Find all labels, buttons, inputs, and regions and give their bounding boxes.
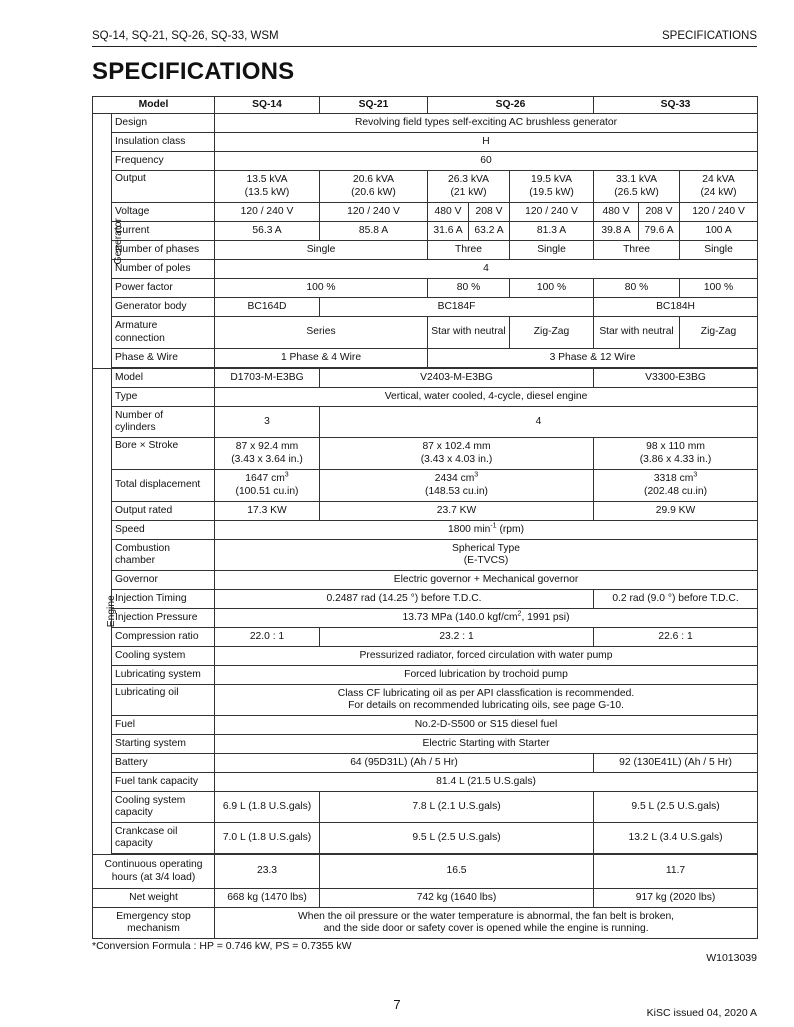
cell-net-weight: 917 kg (2020 lbs) — [594, 889, 758, 908]
cell-compression: 22.6 : 1 — [594, 628, 758, 647]
cell-current: 56.3 A — [215, 222, 320, 241]
cell-output: 26.3 kVA (21 kW) — [428, 171, 510, 203]
table-row — [93, 438, 758, 470]
specifications-table — [92, 96, 758, 939]
table-row — [93, 889, 758, 908]
row-label-bore: Bore × Stroke — [112, 438, 215, 470]
cell-current: 81.3 A — [510, 222, 594, 241]
row-label-power-factor: Power factor — [112, 279, 215, 298]
row-label-starting: Starting system — [112, 735, 215, 754]
cell-current: 100 A — [680, 222, 758, 241]
cell-power-factor: 80 % — [594, 279, 680, 298]
cell-cooling-capacity: 7.8 L (2.1 U.S.gals) — [320, 792, 594, 823]
table-row — [93, 241, 758, 260]
cell-voltage: 480 V — [428, 203, 469, 222]
cell-output: 19.5 kVA (19.5 kW) — [510, 171, 594, 203]
table-row — [93, 407, 758, 438]
row-label-continuous: Continuous operating hours (at 3/4 load) — [93, 855, 215, 889]
table-header-row — [93, 97, 758, 114]
section-label-generator: Generator — [93, 114, 112, 369]
cell-current: 85.8 A — [320, 222, 428, 241]
cell-voltage: 120 / 240 V — [215, 203, 320, 222]
cell-armature: Star with neutral — [428, 317, 510, 349]
cell-insulation: H — [215, 133, 758, 152]
table-row — [93, 502, 758, 521]
table-row — [93, 647, 758, 666]
row-label-output-rated: Output rated — [112, 502, 215, 521]
table-row — [93, 298, 758, 317]
cell-starting: Electric Starting with Starter — [215, 735, 758, 754]
row-label-engine-model: Model — [112, 369, 215, 388]
row-label-speed: Speed — [112, 521, 215, 540]
cell-bore: 87 x 102.4 mm (3.43 x 4.03 in.) — [320, 438, 594, 470]
row-label-type: Type — [112, 388, 215, 407]
cell-current: 63.2 A — [469, 222, 510, 241]
cell-continuous: 16.5 — [320, 855, 594, 889]
cell-phases: Three — [428, 241, 510, 260]
cell-lubricating-oil: Class CF lubricating oil as per API classfication is recommended. For details on recommended lubricating oils, see page G-10. — [215, 685, 758, 716]
row-label-cylinders: Number of cylinders — [112, 407, 215, 438]
cell-speed: 1800 $\min^{-1} (rpm)$ — [215, 521, 758, 540]
page-title: SPECIFICATIONS — [92, 58, 295, 85]
row-label-insulation: Insulation class — [112, 133, 215, 152]
cell-current: 31.6 A — [428, 222, 469, 241]
row-label-injection-pressure: Injection Pressure — [112, 609, 215, 628]
row-label-compression: Compression ratio — [112, 628, 215, 647]
cell-phases: Single — [510, 241, 594, 260]
header-section-title: SPECIFICATIONS — [662, 30, 757, 42]
table-row — [93, 349, 758, 368]
row-label-current: Current — [112, 222, 215, 241]
cell-displacement: 1647 $cm^3$ (100.51 cu.in) — [215, 470, 320, 502]
table-row — [93, 735, 758, 754]
table-row — [93, 754, 758, 773]
table-row — [93, 260, 758, 279]
cell-compression: 23.2 : 1 — [320, 628, 594, 647]
cell-phase-wire: 3 Phase & 12 Wire — [428, 349, 758, 368]
cell-output: 13.5 kVA (13.5 kW) — [215, 171, 320, 203]
cell-battery: 92 (130E41L) (Ah / 5 Hr) — [594, 754, 758, 773]
cell-injection-timing: 0.2487 rad (14.25 °) before T.D.C. — [215, 590, 594, 609]
cell-voltage: 120 / 240 V — [680, 203, 758, 222]
cell-phases: Single — [215, 241, 428, 260]
cell-voltage: 120 / 240 V — [320, 203, 428, 222]
cell-net-weight: 742 kg (1640 lbs) — [320, 889, 594, 908]
table-row — [93, 203, 758, 222]
table-row — [93, 171, 758, 203]
cell-output: 24 kVA (24 kW) — [680, 171, 758, 203]
cell-output-rated: 23.7 KW — [320, 502, 594, 521]
cell-armature: Zig-Zag — [680, 317, 758, 349]
row-label-output: Output — [112, 171, 215, 203]
row-label-governor: Governor — [112, 571, 215, 590]
table-row — [93, 114, 758, 133]
cell-power-factor: 100 % — [510, 279, 594, 298]
row-label-generator-body: Generator body — [112, 298, 215, 317]
cell-governor: Electric governor + Mechanical governor — [215, 571, 758, 590]
header-sq33: SQ-33 — [594, 97, 758, 114]
cell-armature: Star with neutral — [594, 317, 680, 349]
cell-crankcase: 9.5 L (2.5 U.S.gals) — [320, 823, 594, 854]
cell-bore: 87 x 92.4 mm (3.43 x 3.64 in.) — [215, 438, 320, 470]
section-label-engine: Engine — [93, 369, 112, 855]
cell-bore: 98 x 110 mm (3.86 x 4.33 in.) — [594, 438, 758, 470]
cell-output: 33.1 kVA (26.5 kW) — [594, 171, 680, 203]
cell-net-weight: 668 kg (1470 lbs) — [215, 889, 320, 908]
table-row — [93, 279, 758, 298]
cell-engine-model: V3300-E3BG — [594, 369, 758, 388]
header-rule — [92, 46, 757, 47]
table-row — [93, 317, 758, 349]
cell-crankcase: 7.0 L (1.8 U.S.gals) — [215, 823, 320, 854]
row-label-phases: Number of phases — [112, 241, 215, 260]
cell-armature: Series — [215, 317, 428, 349]
row-label-design: Design — [112, 114, 215, 133]
cell-generator-body: BC164D — [215, 298, 320, 317]
cell-output-rated: 29.9 KW — [594, 502, 758, 521]
cell-current: 79.6 A — [639, 222, 680, 241]
table-row — [93, 590, 758, 609]
cell-lubricating-system: Forced lubrication by trochoid pump — [215, 666, 758, 685]
table-row — [93, 369, 758, 388]
cell-phases: Three — [594, 241, 680, 260]
cell-voltage: 208 V — [639, 203, 680, 222]
row-label-lubricating-oil: Lubricating oil — [112, 685, 215, 716]
issue-stamp: KiSC issued 04, 2020 A — [646, 1007, 757, 1019]
cell-power-factor: 80 % — [428, 279, 510, 298]
table-row — [93, 222, 758, 241]
table-row — [93, 666, 758, 685]
row-label-frequency: Frequency — [112, 152, 215, 171]
cell-voltage: 480 V — [594, 203, 639, 222]
table-row — [93, 716, 758, 735]
table-row — [93, 908, 758, 939]
cell-emergency: When the oil pressure or the water temperature is abnormal, the fan belt is broken, and the side door or safety cover is opened while the engine is running. — [215, 908, 758, 939]
row-label-voltage: Voltage — [112, 203, 215, 222]
cell-output-rated: 17.3 KW — [215, 502, 320, 521]
cell-engine-model: V2403-M-E3BG — [320, 369, 594, 388]
cell-cooling-capacity: 9.5 L (2.5 U.S.gals) — [594, 792, 758, 823]
row-label-battery: Battery — [112, 754, 215, 773]
cell-injection-pressure: 13.73 MPa (140.0 kgf/$cm^2$, 1991 psi) — [215, 609, 758, 628]
cell-cylinders: 4 — [320, 407, 758, 438]
row-label-crankcase: Crankcase oil capacity — [112, 823, 215, 854]
cell-type: Vertical, water cooled, 4-cycle, diesel engine — [215, 388, 758, 407]
header-model: Model — [93, 97, 215, 114]
cell-continuous: 11.7 — [594, 855, 758, 889]
table-row — [93, 540, 758, 571]
row-label-poles: Number of poles — [112, 260, 215, 279]
header-doc-models: SQ-14, SQ-21, SQ-26, SQ-33, WSM — [92, 30, 279, 42]
document-code: W1013039 — [706, 952, 757, 964]
header-sq26: SQ-26 — [428, 97, 594, 114]
cell-compression: 22.0 : 1 — [215, 628, 320, 647]
conversion-note: *Conversion Formula : HP = 0.746 kW, PS = 0.7355 kW — [92, 940, 352, 952]
cell-displacement: 2434 $cm^3$ (148.53 cu.in) — [320, 470, 594, 502]
cell-generator-body: BC184F — [320, 298, 594, 317]
row-label-net-weight: Net weight — [93, 889, 215, 908]
cell-voltage: 208 V — [469, 203, 510, 222]
cell-armature: Zig-Zag — [510, 317, 594, 349]
cell-voltage: 120 / 240 V — [510, 203, 594, 222]
table-row — [93, 685, 758, 716]
table-row — [93, 470, 758, 502]
cell-frequency: 60 — [215, 152, 758, 171]
table-row — [93, 773, 758, 792]
header-sq14: SQ-14 — [215, 97, 320, 114]
cell-injection-timing: 0.2 rad (9.0 °) before T.D.C. — [594, 590, 758, 609]
cell-cooling: Pressurized radiator, forced circulation with water pump — [215, 647, 758, 666]
cell-displacement: 3318 $cm^3$ (202.48 cu.in) — [594, 470, 758, 502]
row-label-combustion: Combustion chamber — [112, 540, 215, 571]
cell-combustion: Spherical Type (E-TVCS) — [215, 540, 758, 571]
table-row — [93, 855, 758, 889]
cell-battery: 64 (95D31L) (Ah / 5 Hr) — [215, 754, 594, 773]
cell-power-factor: 100 % — [215, 279, 428, 298]
cell-crankcase: 13.2 L (3.4 U.S.gals) — [594, 823, 758, 854]
table-row — [93, 609, 758, 628]
table-row — [93, 628, 758, 647]
cell-phase-wire: 1 Phase & 4 Wire — [215, 349, 428, 368]
page-number: 7 — [393, 997, 401, 1012]
row-label-phase-wire: Phase & Wire — [112, 349, 215, 368]
table-row — [93, 521, 758, 540]
row-label-injection-timing: Injection Timing — [112, 590, 215, 609]
table-row — [93, 152, 758, 171]
header-sq21: SQ-21 — [320, 97, 428, 114]
row-label-cooling: Cooling system — [112, 647, 215, 666]
cell-output: 20.6 kVA (20.6 kW) — [320, 171, 428, 203]
row-label-cooling-capacity: Cooling system capacity — [112, 792, 215, 823]
row-label-fuel: Fuel — [112, 716, 215, 735]
row-label-displacement: Total displacement — [112, 470, 215, 502]
cell-cylinders: 3 — [215, 407, 320, 438]
table-row — [93, 133, 758, 152]
row-label-armature: Armature connection — [112, 317, 215, 349]
table-row — [93, 388, 758, 407]
table-row — [93, 571, 758, 590]
cell-cooling-capacity: 6.9 L (1.8 U.S.gals) — [215, 792, 320, 823]
cell-continuous: 23.3 — [215, 855, 320, 889]
cell-current: 39.8 A — [594, 222, 639, 241]
row-label-emergency: Emergency stop mechanism — [93, 908, 215, 939]
row-label-fuel-tank: Fuel tank capacity — [112, 773, 215, 792]
cell-fuel: No.2-D-S500 or S15 diesel fuel — [215, 716, 758, 735]
table-row — [93, 823, 758, 854]
cell-poles: 4 — [215, 260, 758, 279]
cell-fuel-tank: 81.4 L (21.5 U.S.gals) — [215, 773, 758, 792]
row-label-lubricating-system: Lubricating system — [112, 666, 215, 685]
cell-engine-model: D1703-M-E3BG — [215, 369, 320, 388]
cell-phases: Single — [680, 241, 758, 260]
table-row — [93, 792, 758, 823]
cell-power-factor: 100 % — [680, 279, 758, 298]
cell-generator-body: BC184H — [594, 298, 758, 317]
cell-design: Revolving field types self-exciting AC brushless generator — [215, 114, 758, 133]
